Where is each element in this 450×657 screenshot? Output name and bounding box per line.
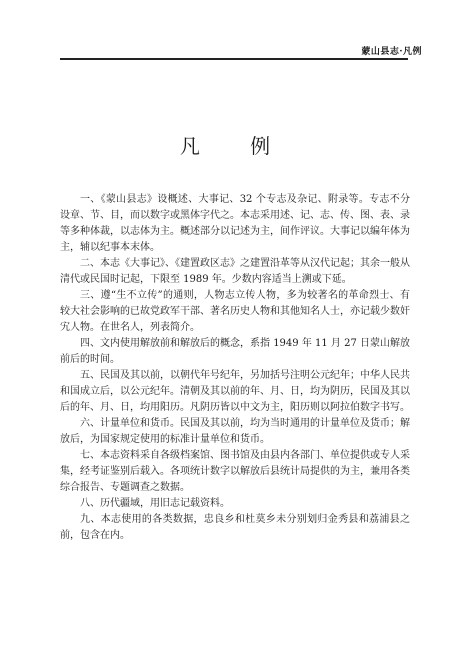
guideline-paragraph-3: 三、遵“生不立传”的通则，人物志立传人物，多为较著名的革命烈士、有较大社会影响的已故党政军干部、著名历史人物和其他知名人士，亦记载少数奸宄人物。在世名人，列表简介。 [60, 290, 410, 333]
page-header [0, 0, 450, 65]
guideline-paragraph-2: 二、本志《大事记》、《建置政区志》之建置沿革等从汉代记起；其余一般从清代或民国时记起，下限至 1989 年。少数内容适当上溯或下延。 [60, 258, 410, 285]
guideline-paragraph-5: 五、民国及其以前，以朝代年号纪年，另加括号注明公元纪年；中华人民共和国成立后，以公元纪年。清朝及其以前的年、月、日，均为阴历，民国及其以后的年、月、日，均用阳历。凡阴历皆以中文为主，阳历则以阿拉伯数字书写。 [60, 370, 410, 413]
guideline-paragraph-6: 六、计量单位和货币。民国及其以前，均为当时通用的计量单位及货币；解放后，为国家规定使用的标准计量单位和货币。 [60, 418, 410, 445]
guideline-paragraph-7: 七、本志资料采自各级档案馆、图书馆及由县内各部门、单位提供或专人采集，经考证鉴别后载入。各项统计数字以解放后县统计局提供的为主，兼用各类综合报告、专题调查之数据。 [60, 450, 410, 493]
guidelines-body [60, 192, 410, 544]
guideline-paragraph-9: 九、本志使用的各类数据，忠良乡和杜莫乡未分别划归金秀县和荔浦县之前，包含在内。 [60, 514, 410, 541]
page-title: 凡 例 [179, 134, 293, 158]
guideline-paragraph-1: 一、《蒙山县志》设概述、大事记、32 个专志及杂记、附录等。专志不分设章、节、目，而以数字或黑体字代之。本志采用述、记、志、传、图、表、录等多种体裁，以志体为主。概述部分以记述为主，间作评议。大事记以编年体为主，辅以纪事本末体。 [60, 194, 410, 253]
guideline-paragraph-4: 四、文内使用解放前和解放后的概念，系指 1949 年 11 月 27 日蒙山解放前后的时间。 [60, 338, 410, 365]
guideline-paragraph-8: 八、历代疆域，用旧志记载资料。 [80, 498, 230, 509]
running-title: 蒙山县志·凡例 [361, 47, 422, 57]
header-rule [60, 58, 408, 60]
